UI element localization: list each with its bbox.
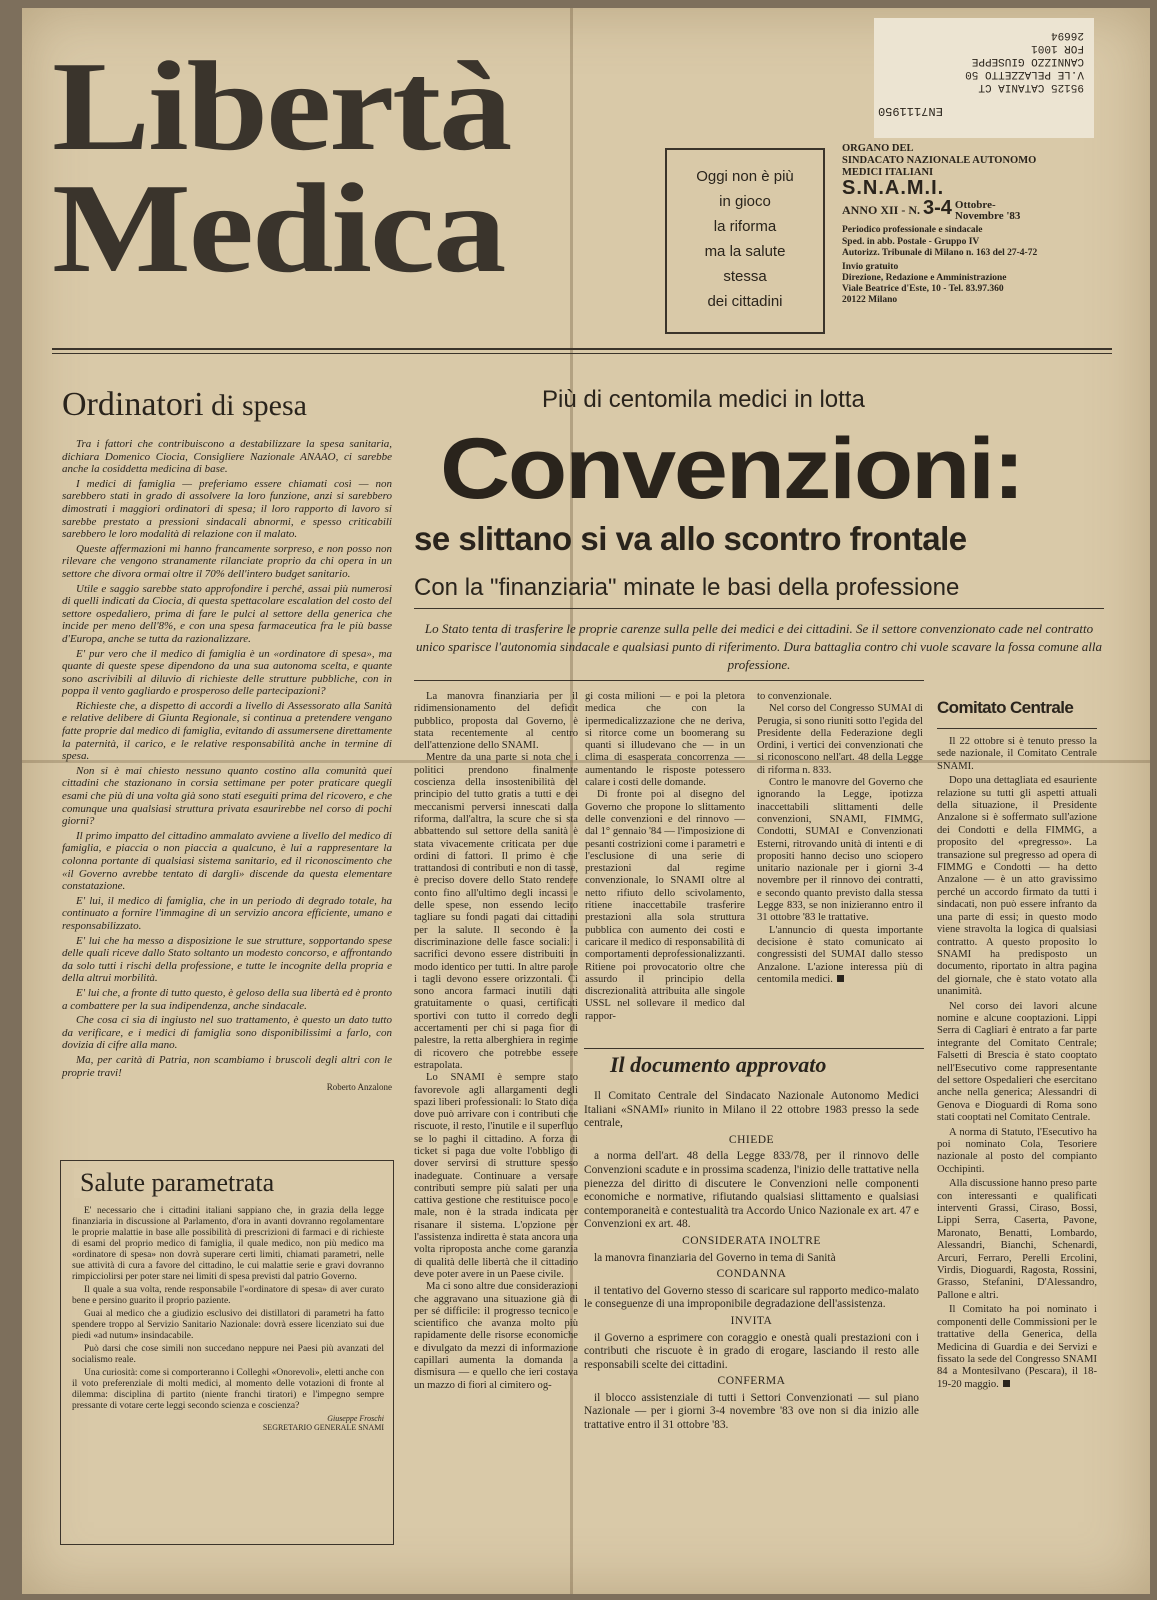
paragraph: Ma ci sono altre due considerazioni che aggravano una situazione già di per sé difficile: il progresso tecnico e scientifico che avanza molto più rapidamente delle risorse economiche e divulgato da mezzi di informazione capillari aumenta la domanda a dismisura — e quello che ieri costava un mazzo di fiori al cimitero og- [414, 1281, 578, 1391]
article-headline: Convenzioni: [440, 421, 1023, 517]
paragraph: Che cosa ci sia di ingiusto nel suo trattamento, è questo un dato tutto da verificare, e i medici di famiglia sono disponibilissimi a farlo, con dovizia di cifre alla mano. [62, 1014, 392, 1052]
paragraph: Dopo una dettagliata ed esauriente relazione su tutti gli aspetti attuali della situazione, il Presidente Anzalone si è soffermato sull'azione dei Condotti e della FIMMG, a proposito del «pregresso». La transazione sul pregresso ad opera di FIMMG e Condotti — ha detto Anzalone — è un atto gravissimo perché un accordo firmato da tutti i sindacati, non può essere infranto da una parte di essi; in questo modo viene stravolta la logica di qualsiasi contratto. A questo proposito lo SNAMI ha predisposto un documento, riportato in altra pagina del giornale, che è stato votato alla unanimità. [937, 775, 1097, 998]
paragraph: a norma dell'art. 48 della Legge 833/78, per il rinnovo delle Convenzioni scadute e in prossima scadenza, l'inizio delle trattative nella pienezza del diritto di discutere le Convenzioni nelle componenti economiche e normative, rifiutando qualsiasi slittamento e qualsiasi contemporaneità e contestualità tra Accordo Unico Nazionale ex art. 47 e Convenzioni ex art. 48. [584, 1150, 919, 1231]
org-line: Sped. in abb. Postale - Gruppo IV [842, 237, 980, 247]
paragraph: E' pur vero che il medico di famiglia è un «ordinatore di spesa», ma quante di queste spese dipendono da una sua autonoma scelta, e quante sono ascrivibili al diluvio di richieste delle strutture pubbliche, con in poppa il vento gagliardo e prosperoso delle partecipazioni? [62, 647, 392, 698]
header-rule [52, 353, 1112, 354]
slogan-line: in gioco [719, 193, 771, 210]
publication-info [842, 143, 1122, 306]
lead-rule [414, 680, 924, 681]
paragraph: Tra i fattori che contribuiscono a destabilizzare la spesa sanitaria, dichiara Domenico Ciocia, Consigliere Nazionale ANAAO, ci sarebbe anche la cosiddetta medicina di base. [62, 438, 392, 476]
article-column-3 [757, 691, 923, 986]
slogan-line: Oggi non è più [696, 168, 794, 185]
paragraph: Contro le manovre del Governo che ignorando la Legge, ipotizza inaccettabili slittamenti delle convenzioni, SNAMI, FIMMG, Condotti, SUMAI e Convenzionati Esterni, ritrovando unità di intenti e di propositi hanno deciso uno sciopero unitario nazionale per i giorni 3-4 novembre per il rinnovo dei contratti, e secondo quanto previsto dalla stessa Legge 833, se non inizieranno entro il 31 ottobre '83 le trattative. [757, 777, 923, 924]
paragraph: A norma di Statuto, l'Esecutivo ha poi nominato Cola, Tesoriere nazionale al posto del compianto Occhipinti. [937, 1126, 1097, 1175]
comitato-title: Comitato Centrale [937, 698, 1074, 717]
article-column-2 [585, 691, 745, 1023]
address-line: CANNIZZO GIUSEPPE [971, 55, 1084, 67]
lead-rule [414, 608, 1104, 609]
paragraph: Di fronte poi al disegno del Governo che propone lo slittamento delle convenzioni e del rinnovo — dal 1° gennaio '84 — l'imposizione di pesanti costrizioni come i parametri e l'esclusione di una serie di prestazioni dal regime convenzionale, lo SNAMI oltre al netto rifiuto dello scivolamento, ritiene inaccettabile trasferire prestazioni alla sola struttura pubblica con aumento dei costi e caricare il medico di responsabilità di comportamenti deprofessionalizzanti. Ritiene poi provocatorio oltre che assurdo il principio della discrezionalità attribuita alle singole USSL nel sollevare il medico dal rappor- [585, 789, 745, 1022]
paragraph: Il primo impatto del cittadino ammalato avviene a livello del medico di famiglia, e piaccia o non piaccia a qualcuno, è lui a rappresentare la colonna portante di qualsiasi sistema sanitario, ed il riconoscimento che «il Governo avrebbe tentato di dargli» discende da questa elementare constatazione. [62, 829, 392, 893]
end-mark [837, 975, 844, 982]
org-line: Viale Beatrice d'Este, 10 - Tel. 83.97.360 [842, 284, 1004, 294]
article-lead: Lo Stato tenta di trasferire le proprie carenze sulla pelle dei medici e dei cittadini. Se il settore convenzionato cade nel contratto unico sparisce l'autonomia sindacale e qualsiasi punto di riferimento. Dura battaglia contro chi vuole scavare la fossa comune alla professione. [415, 621, 1103, 672]
paragraph: E' necessario che i cittadini italiani sappiano che, in grazia della legge finanziaria in discussione al Parlamento, d'ora in avanti dovranno regolamentare le proprie malattie in base alle possibilità di prescrizioni di farmaci e di richieste di esami del proprio medico di famiglia, il quale medico, non più medico ma «ordinatore di spesa» non dovrà superare certi limiti, chiamati parametri, nelle sue attività di cura a favore del cittadino, le cui malattie serie e gravi dovranno rimpicciolirsi per poter stare nei limiti di spesa previsti dal patrio Governo. [72, 1206, 384, 1282]
end-mark [1003, 1380, 1010, 1387]
org-acronym: S.N.A.M.I. [842, 177, 945, 199]
paragraph: il tentativo del Governo stesso di scaricare sul rapporto medico-malato le conseguenze di una improponibile degradazione dell'assistenza. [584, 1284, 919, 1311]
paragraph: Utile e saggio sarebbe stato approfondire i perché, assai più numerosi di quelli indicati da Ciocia, di questa spettacolare escalation del costo del settore ospedaliero, prima di fare le pulci al settore della generica che incide per meno dell'8%, e con una spesa farmaceutica fra le più basse d'Europa, anche se tutta da razionalizzare. [62, 582, 392, 645]
slogan-line: ma la salute [704, 243, 786, 260]
paragraph: Alla discussione hanno preso parte con interessanti e qualificati interventi Grassi, Ciraso, Bossi, Lippi Serra, Caserta, Pavone, Maronato, Benatti, Lombardo, Alessandri, Bianchi, Schenardi, Arcuri, Ferraro, Perelli Ercolini, Virdis, Dioguardi, Ragosta, Rossini, Grasso, Stefanini, D'Alessandro, Pallone e altri. [937, 1178, 1097, 1301]
address-line: FOR 1001 [1031, 42, 1084, 54]
paragraph: to convenzionale. [757, 691, 832, 702]
newspaper-page [22, 8, 1150, 1594]
org-line: Autorizz. Tribunale di Milano n. 163 del 27-4-72 [842, 248, 1038, 258]
paragraph: Il Comitato ha poi nominato i componenti delle Commissioni per le trattative della Generica, della Medicina di Guardia e dei Servizi e fissato la sede del Congresso SNAMI 84 a Montesilvano (Pescara), il 18-19-20 maggio. [937, 1304, 1097, 1390]
masthead-line1: Libertà [52, 35, 511, 177]
editorial-body [62, 438, 392, 1094]
slogan-line: stessa [723, 268, 767, 285]
org-line: 20122 Milano [842, 295, 898, 305]
paragraph: Ma, per carità di Patria, non scambiamo i bruscoli degli altri con le proprie travi! [62, 1053, 392, 1079]
document-heading: CONDANNA [716, 1268, 787, 1281]
salute-signature-name: Giuseppe Froschi [327, 1414, 384, 1423]
paragraph: il Governo a esprimere con coraggio e onestà quali prestazioni con i contributi che riscuote è in grado di erogare, lasciando il resto alle responsabili scelte dei cittadini. [584, 1331, 919, 1371]
document-heading: CONFERMA [717, 1375, 786, 1388]
paragraph: Può darsi che cose simili non succedano neppure nei Paesi più avanzati del socialismo reale. [72, 1344, 384, 1365]
paragraph: La manovra finanziaria per il ridimensionamento del deficit pubblico, proposta dal Governo, è stata recentemente al centro dell'attenzione dello SNAMI. [414, 691, 578, 752]
slogan-box [665, 148, 825, 334]
document-heading: CONSIDERATA INOLTRE [682, 1234, 821, 1247]
paragraph: L'annuncio di questa importante decisione è stato comunicato ai congressisti del SUMAI dallo stesso Anzalone. L'azione interessa più di centomila medici. [757, 924, 923, 985]
paragraph: Il Comitato Centrale del Sindacato Nazionale Autonomo Medici Italiani «SNAMI» riunito in Milano il 22 ottobre 1983 presso la sede centrale, [584, 1090, 919, 1130]
paragraph: Una curiosità: come si comporteranno i Colleghi «Onorevoli», eletti anche con il voto preferenziale di molti medici, al momento delle votazioni di fronte al dilemma: disciplina di partito (niente franchi tiratori) e l'impegno sempre pressante di votare certe leggi secondo scienza e coscienza? [72, 1368, 384, 1411]
org-line: ORGANO DEL [842, 143, 914, 154]
paragraph: E' lui, il medico di famiglia, che in un periodo di degrado totale, ha continuato a fornire l'immagine di un servizio ancora efficiente, umano e responsabilizzato. [62, 894, 392, 932]
comitato-body [937, 736, 1097, 1393]
salute-signature-role: SEGRETARIO GENERALE SNAMI [262, 1423, 384, 1432]
org-line: Periodico professionale e sindacale [842, 225, 983, 235]
paragraph: Lo SNAMI è sempre stato favorevole agli allargamenti degli spazi liberi professionali: lo Stato dica dove può arrivare con i contributi che riscuote, il resto, l'inutile e il superfluo se lo paghi il cittadino. A forza di ticket si paga due volte l'obbligo di dover servirsi di strutture spesso inadeguate. Continuare a versare contributi sempre più salati per una cattiva gestione che restituisce poco e male, non è la strada indicata per risanare il sistema. L'opzione per l'assistenza indiretta è stata ancora una volta riproposta anche come garanzia di qualità delle libertà che il cittadino deve poter avere in un Paese civile. [414, 1072, 578, 1280]
paragraph: Il 22 ottobre si è tenuto presso la sede nazionale, il Comitato Centrale SNAMI. [937, 736, 1097, 772]
org-line: Invio gratuito [842, 262, 899, 272]
address-line: 26694 [1050, 29, 1084, 41]
address-line: V.LE PELAZZETTO 50 [965, 68, 1084, 80]
paragraph: il blocco assistenziale di tutti i Settori Convenzionati — sul piano Nazionale — per i giorni 3-4 novembre '83 ove non si dia inizio alle trattative entro il 31 ottobre '83. [584, 1391, 919, 1432]
org-line: SINDACATO NAZIONALE AUTONOMO [842, 155, 1037, 166]
comitato-rule [937, 728, 1097, 729]
masthead-line2: Medica [52, 156, 505, 299]
salute-body [72, 1206, 384, 1432]
article-subheadline-2: Con la "finanziaria" minate le basi della professione [414, 574, 960, 601]
salute-title: Salute parametrata [74, 1168, 280, 1198]
paragraph: gi costa milioni — e poi la pletora medica che con la ipermedicalizzazione che ne deriva, si ritorce come un boomerang su quanti si illudevano che — in un clima di esasperata concorrenza — aumentando le risposte potessero calare i costi delle domande. [585, 691, 745, 789]
paragraph: Richieste che, a dispetto di accordi a livello di Assessorato alla Sanità e relative delibere di Giunta Regionale, si continua a pretendere vengano fatte proprie dal medico di famiglia, evitando di assumersene direttamente la paternità, il carico, e le relative responsabilità anche in termine di spesa. [62, 699, 392, 763]
article-column-1 [414, 691, 578, 1392]
document-heading: INVITA [730, 1314, 773, 1327]
article-subheadline: se slittano si va allo scontro frontale [414, 520, 967, 557]
address-line: 95125 CATANIA CT [978, 81, 1084, 93]
document-title: Il documento approvato [610, 1052, 827, 1077]
paragraph: Il quale a sua volta, rende responsabile l'«ordinatore di spesa» di aver curato bene e persino guarito il proprio paziente. [72, 1285, 384, 1306]
paragraph: Queste affermazioni mi hanno francamente sorpreso, e non posso non rilevare che vengono stranamente rilanciate proprio da chi opera in un settore che divora ormai oltre il 70% dell'intero budget sanitario. [62, 542, 392, 580]
article-kicker: Più di centomila medici in lotta [542, 386, 865, 413]
paragraph: I medici di famiglia — preferiamo essere chiamati così — non sarebbero stati in grado di assolvere la loro funzione, anzi si sarebbero dimostrati i maggiori ordinatori di spesa; il loro rapporto di lavoro si sarebbe prestato a pressioni sindacali abnormi, e spesso criticabili sarebbero le loro modalità di relazione con il malato. [62, 477, 392, 541]
slogan-line: la riforma [713, 218, 777, 235]
paragraph: E' lui che, a fronte di tutto questo, è geloso della sua libertà ed è pronto a combattere per la sua indipendenza, anche sindacale. [62, 986, 392, 1012]
address-label [874, 18, 1094, 138]
editorial-title: Ordinatori di spesa [62, 386, 307, 423]
paragraph: Mentre da una parte si nota che i politici prendono finalmente coscienza della insostenibilità del principio del tutto gratis a tutti e dei meccanismi perversi innescati dalla riforma, dall'altra, la scure che si sta abbattendo sul settore della sanità è stata vivacemente criticata per due ordini di fattori. Il primo è che trattandosi di contributi e non di tasse, è preciso dovere dello Stato rendere conto fino all'ultimo degli incassi e delle spese, non essendo lecito tagliare su fondi pagati dai cittadini per la salute. Il secondo è la discriminazione delle fasce sociali: i sacrifici devono essere distribuiti in modo identico per tutti. In altre parole i tagli devono essere orizzontali. Ci sono ancora farmaci inutili dati gratuitamente o quasi, certificati sportivi con tutto il corredo degli accertamenti per chi si paga fior di palestre, la retta alberghiera in regime di ricovero che potrebbe essere estrapolata. [414, 752, 578, 1071]
paragraph: Nel corso del Congresso SUMAI di Perugia, si sono riuniti sotto l'egida del Presidente della Federazione degli Ordini, i vertici dei convenzionati che si riconoscono nell'art. 48 della Legge di riforma n. 833. [757, 703, 923, 776]
issue-number: ANNO XII - N. 3-4 Ottobre- Novembre '83 [842, 196, 1021, 222]
slogan-line: dei cittadini [707, 293, 783, 310]
org-line: MEDICI ITALIANI [842, 167, 934, 178]
org-line: Direzione, Redazione e Amministrazione [842, 273, 1007, 283]
masthead [52, 35, 652, 299]
editorial-signature: Roberto Anzalone [326, 1082, 392, 1093]
paragraph: Guai al medico che a giudizio esclusivo dei distillatori di parametri ha fatto spendere troppo al Servizio Sanitario Nazionale: dovrà essere licenziato sui due piedi «ad nutum» insindacabile. [72, 1309, 384, 1341]
paragraph: la manovra finanziaria del Governo in tema di Sanità [594, 1251, 836, 1264]
address-lines [944, 28, 1084, 93]
document-body [584, 1090, 919, 1436]
document-heading: CHIEDE [728, 1133, 775, 1146]
paragraph: Nel corso dei lavori alcune nomine e alcune cooptazioni. Lippi Serra di Cagliari è entrato a far parte integrante del Comitato Centrale; Falsetti di Brescia è stato cooptato nell'Esecutivo come rappresentante del settore Ospedalieri che esercitano anche nella generica; Alessandri di Genova e Dioguardi di Roma sono stati cooptati nel Comitato Centrale. [937, 1000, 1097, 1124]
paragraph: E' lui che ha messo a disposizione le sue strutture, sopportando spese delle quali riceve dallo Stato soltanto un modesto concorso, e affrontando da solo tutti i rischi della professione, e tutte le incognite della propria e della altrui morbilità. [62, 934, 392, 985]
header-rule [52, 348, 1112, 350]
address-code: EN7111950 [878, 104, 943, 118]
paragraph: Non si è mai chiesto nessuno quanto costino alla comunità quei cittadini che stazionano in corsia settimane per poter praticare quegli esami che più di una volta già sono stati eseguiti prima del ricovero, e che comunque una qualsiasi struttura privata esaurirebbe nel corso di pochi giorni? [62, 764, 392, 828]
